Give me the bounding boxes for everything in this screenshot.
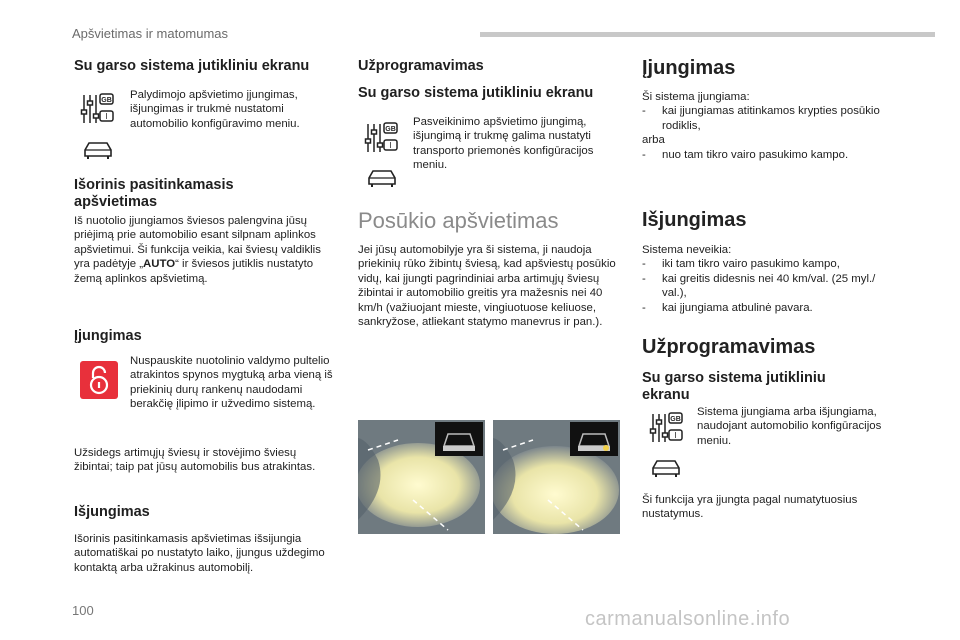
col2-settings-text: Pasveikinimo apšvietimo įjungimą, išjungimą ir trukmę galima nustatyti transporto priemonės konfigūracijos meniu. [413, 116, 594, 172]
cornering-heading: Posūkio apšvietimas [358, 208, 559, 233]
car-icon [366, 168, 398, 188]
svg-text:GB: GB [670, 416, 681, 423]
svg-text:I: I [389, 141, 392, 150]
svg-text:GB: GB [385, 126, 396, 133]
col1-on-text2: Užsidegs artimųjų šviesų ir stovėjimo šviesų žibintai; taip pat jūsų automobilis bus atrakintas. [74, 447, 316, 474]
cornering-illustration-right [493, 420, 620, 534]
col3-on-heading: Įjungimas [642, 57, 736, 79]
col3-sub-heading: Su garso sistema jutikliniu ekranu [642, 370, 826, 403]
svg-text:I: I [674, 431, 677, 440]
col2-programming-heading: Užprogramavimas [358, 58, 484, 74]
col1-off-text: Išorinis pasitinkamasis apšvietimas išsijungia automatiškai po nustatyto laiko, įjungus uždegimo kontaktą arba užrakinus automobilį. [74, 533, 325, 574]
exterior-heading: Išorinis pasitinkamasis apšvietimas [74, 177, 234, 210]
section-title: Apšvietimas ir matomumas [72, 26, 229, 41]
cornering-text: Jei jūsų automobilyje yra ši sistema, ji naudoja priekinių rūko žibintų šviesą, kad apšviestų posūkio vidų, kai įjungti pagrindiniai arba artimųjų šviesų žibintai ir automobilio greitis yra mažesnis nei 40 km/h (važiuojant mieste, vingiuotuose keliuose, sankryžose, atliekant statymo manevrus ir pan.). [358, 244, 616, 329]
cornering-illustration-left [358, 420, 485, 534]
col1-settings-text: Palydimojo apšvietimo įjungimas, išjungimas ir trukmė nustatomi automobilio konfigūravimo meniu. [130, 89, 300, 130]
col1-heading: Su garso sistema jutikliniu ekranu [74, 58, 310, 74]
unlock-icon [80, 361, 118, 399]
settings-gb-icon [649, 412, 683, 444]
col3-default-text: Ši funkcija yra įjungta pagal numatytuosius nustatymus. [642, 494, 858, 521]
col1-on-text: Nuspauskite nuotolinio valdymo pultelio atrakintos spynos mygtuką arba vieną iš priekinių durų rankenų naudodami berakčię įlipimo ir užvedimo sistemą. [130, 355, 333, 411]
settings-gb-icon [364, 122, 398, 154]
col3-settings-text: Sistema įjungiama arba išjungiama, naudojant automobilio konfigūracijos meniu. [697, 406, 882, 447]
page-number: 100 [72, 603, 94, 618]
svg-text:GB: GB [101, 97, 112, 104]
svg-text:I: I [105, 112, 108, 121]
exterior-text: Iš nuotolio įjungiamos šviesos palengvina jūsų priėjimą prie automobilio esant silpnam aplinkos apšvietimui. Ši funkcija veikia, kai šviesų valdiklis yra padėtyje „AUTO“ ir šviesos jutiklis nustatyto žemą aplinkos apšvietimą. [74, 215, 321, 285]
settings-gb-icon [80, 93, 114, 125]
header-bar [480, 32, 935, 37]
col3-off-heading: Išjungimas [642, 209, 747, 231]
car-icon [650, 458, 682, 478]
col3-on-list: Ši sistema įjungiama: - kai įjungiamas atitinkamos krypties posūkio rodiklis, arba - nuo tam tikro vairo pasukimo kampo. [642, 91, 880, 161]
col3-off-list: Sistema neveikia: - iki tam tikro vairo pasukimo kampo, - kai greitis didesnis nei 40 km/val. (25 myl./ val.), - kai įjungiama atbulinė pavara. [642, 244, 876, 314]
col3-programming-heading: Užprogramavimas [642, 336, 816, 358]
col1-on-heading: Įjungimas [74, 328, 142, 344]
col2-heading: Su garso sistema jutikliniu ekranu [358, 85, 594, 101]
car-icon [82, 140, 114, 160]
col1-off-heading: Išjungimas [74, 504, 150, 520]
watermark: carmanualsonline.info [585, 608, 791, 630]
